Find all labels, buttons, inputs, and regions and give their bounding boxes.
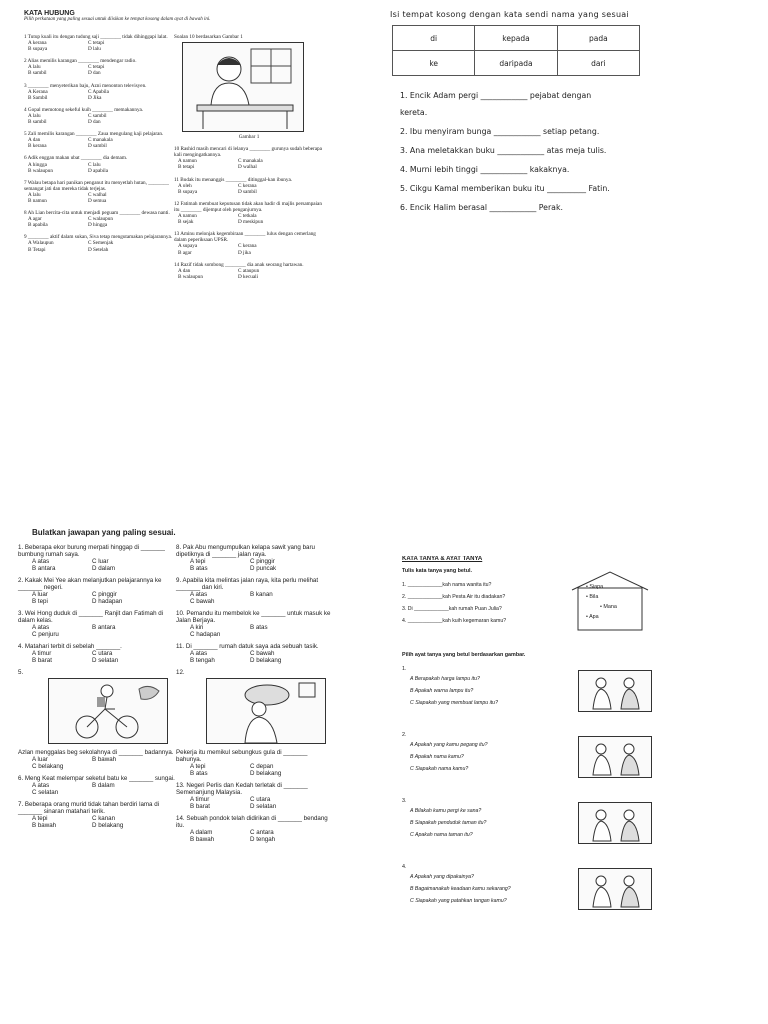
answer-option[interactable]: A lalu [28, 64, 41, 71]
kata-tanya-worksheet [402, 556, 652, 926]
answer-option[interactable]: B barat [32, 657, 52, 664]
answer-option[interactable]: D hadapan [92, 598, 123, 605]
answer-option[interactable]: D dalam [92, 565, 116, 572]
answer-option[interactable]: D apabila [88, 167, 109, 174]
question-text: 4 Gopal memotong sekeful kuih ________ memakannya. [24, 106, 144, 113]
word-cell: kepada [475, 26, 557, 51]
question-text: 10. Pemandu itu membelok ke _______ untuk masuk ke Jalan Berjaya. [176, 610, 331, 624]
question-number: 2. [402, 732, 407, 738]
picture-boy-cycling [48, 678, 168, 744]
question-item [18, 801, 176, 829]
answer-option[interactable]: B tetapi [178, 164, 195, 171]
answer-option[interactable]: A dan [178, 267, 191, 274]
question-text: 7 Walau betapa hari panikan penganut itu menyetlah hutan, ________ semangat jati dan mereka tidak terjejas. [24, 179, 169, 192]
answer-option[interactable]: B bawah [92, 756, 117, 763]
question-text: 9. Apabila kita melintas jalan raya, kita perlu melihat _______ dan kiri. [176, 577, 319, 591]
answer-option[interactable]: D walhal [238, 164, 257, 171]
answer-option[interactable]: C Siapakah yang patahkan tangan kamu? [410, 898, 507, 904]
answer-option[interactable]: A tepi [190, 763, 206, 770]
answer-option[interactable]: B kanan [250, 591, 273, 598]
answer-option[interactable]: C tetapi [88, 64, 105, 71]
sentence-line: 4. Murni lebih tinggi ____________ kakaknya. [400, 165, 570, 174]
word-cell: dari [557, 51, 639, 76]
answer-option[interactable]: A Berapakah harga lampu itu? [410, 676, 480, 682]
answer-option[interactable]: C pinggir [250, 558, 275, 565]
question-column-right [174, 34, 324, 286]
answer-option[interactable]: C ataupun [238, 267, 260, 274]
answer-option[interactable]: C penjuru [32, 631, 59, 638]
word-cell: daripada [475, 51, 557, 76]
answer-option[interactable]: C depan [250, 763, 274, 770]
answer-option[interactable]: B namun [28, 197, 47, 204]
answer-option[interactable]: B sambil [28, 70, 47, 77]
instruction: Isi tempat kosong dengan kata sendi nama yang sesuai [390, 10, 630, 19]
answer-option[interactable]: A dalam [190, 829, 213, 836]
answer-option[interactable]: D belakang [250, 770, 282, 777]
answer-option[interactable]: D belakang [92, 822, 124, 829]
question-item [24, 34, 174, 52]
question-text: 5 Zali memilis karangan ________ Zaua mengulang kaji pelajaran. [24, 131, 164, 138]
picture-worker-carrying-sack [206, 678, 326, 744]
picture-question [402, 732, 652, 796]
figure-boy-thinking [182, 42, 304, 132]
sentence-line: 3. Ana meletakkan buku ____________ atas meja tulis. [400, 146, 607, 155]
instruction: Tulis kata tanya yang betul. [402, 568, 472, 574]
question-item [24, 107, 174, 125]
answer-option[interactable]: C Siapakah nama kamu? [410, 766, 469, 772]
answer-option[interactable]: C Apabila [88, 88, 109, 95]
question-text: Azlan menggalas beg sekolahnya di _______ badannya. [18, 749, 174, 756]
answer-option[interactable]: B Tetapi [28, 246, 46, 253]
picture-question [402, 864, 652, 926]
answer-option[interactable]: A Bilakah kamu pergi ke sana? [410, 808, 482, 814]
question-text: 2. Kakak Mei Yee akan melanjutkan pelajarannya ke _______ negeri. [18, 577, 162, 591]
answer-option[interactable]: C tetapi [88, 40, 105, 47]
answer-option[interactable]: B bawah [190, 836, 215, 843]
question-text: 1. Beberapa ekor burung merpati hinggap di _______ bumbung rumah saya. [18, 544, 165, 558]
answer-option[interactable]: D tengah [250, 836, 276, 843]
question-text: 8 Ah Lian bercita-cita untuk menjadi peguam ________ dewasa nanti. [24, 210, 170, 217]
question-text: 14. Sebuah pondok telah didirikan di _______ bendang itu. [176, 815, 328, 829]
question-number: 3. [402, 798, 407, 804]
answer-option[interactable]: C bawah [250, 650, 275, 657]
answer-option[interactable]: D selatan [250, 803, 277, 810]
answer-option[interactable]: D kecuali [238, 273, 259, 280]
question-text: 11. Di _______ rumah datuk saya ada sebuah tasik. [176, 643, 319, 650]
question-text: 7. Beberapa orang murid tidak tahan berdiri lama di _______ sinaran matahari terik. [18, 801, 160, 815]
answer-option[interactable]: D Setelah [88, 246, 109, 253]
question-number: 1. [402, 666, 407, 672]
answer-option[interactable]: D semua [88, 197, 107, 204]
kata-sendi-nama-worksheet [14, 528, 354, 1018]
sentence-line: 1. Encik Adam pergi ____________ pejabat dengan [400, 91, 592, 100]
answer-option[interactable]: D dan [88, 70, 101, 77]
question-picture [578, 670, 652, 712]
answer-option[interactable]: B atas [190, 565, 208, 572]
answer-option[interactable]: B supaya [178, 188, 198, 195]
answer-option[interactable]: A luar [32, 591, 48, 598]
sentence-line: 2. Ibu menyiram bunga ____________ setiap petang. [400, 127, 600, 136]
answer-option[interactable]: A namun [178, 158, 197, 165]
question-item [174, 146, 324, 170]
fill-in-line: 1. ____________kah nama wanita itu? [402, 582, 492, 588]
answer-option[interactable]: B atas [250, 624, 268, 631]
question-text: 8. Pak Abu mengumpulkan kelapa sawit yang baru dipetiknya di _______ jalan raya. [176, 544, 315, 558]
answer-option[interactable]: A timur [190, 796, 210, 803]
question-column-left [18, 544, 176, 834]
answer-option[interactable]: C hadapan [190, 631, 221, 638]
house-word: • Bila [586, 594, 599, 600]
question-column-right [176, 544, 334, 848]
answer-option[interactable]: B supaya [28, 46, 48, 53]
question-text: 14 Razif tidak sombong ________ dia anak seorang hartawan. [174, 261, 304, 268]
word-cell: ke [393, 51, 475, 76]
question-text: Pekerja itu memikul sebungkus gula di _______ bahunya. [176, 749, 308, 763]
fill-in-line: 4. ____________kah kuih kegemaran kamu? [402, 618, 507, 624]
word-cell: pada [557, 26, 639, 51]
answer-option[interactable]: B bawah [32, 822, 57, 829]
answer-option[interactable]: A oleh [178, 182, 192, 189]
question-item [176, 669, 334, 744]
question-item [18, 775, 176, 796]
answer-option[interactable]: A tepi [190, 558, 206, 565]
question-text: 12. [176, 669, 185, 676]
answer-option[interactable]: A Kerana [28, 88, 48, 95]
question-number: 4. [402, 864, 407, 870]
question-item [24, 131, 174, 149]
worksheet-title: KATA HUBUNG [24, 10, 75, 17]
question-item [174, 201, 324, 225]
question-item [176, 577, 334, 605]
answer-option[interactable]: A kiri [190, 624, 204, 631]
answer-option[interactable]: B agar [178, 249, 192, 256]
question-item [176, 782, 334, 810]
answer-option[interactable]: A atas [32, 558, 50, 565]
fill-in-line: 2. ____________kah Pesta Air itu diadakan? [402, 594, 506, 600]
answer-option[interactable]: C selatan [32, 789, 59, 796]
instruction-2: Pilih ayat tanya yang betul berdasarkan gambar. [402, 652, 526, 658]
question-text: 5. [18, 669, 24, 676]
answer-option[interactable]: D puncak [250, 565, 277, 572]
house-word: • Apa [586, 614, 599, 620]
question-item [176, 815, 334, 843]
question-picture [578, 868, 652, 910]
answer-option[interactable]: C kerana [238, 182, 257, 189]
answer-option[interactable]: B barat [190, 803, 210, 810]
question-text: 3. Wei Hong duduk di _______ Ranjit dan Fatimah di dalam kelas. [18, 610, 164, 624]
answer-option[interactable]: B kerana [28, 143, 47, 150]
answer-option[interactable]: A luar [32, 756, 48, 763]
answer-option[interactable]: B Apakah warna lampu itu? [410, 688, 474, 694]
question-text: 10 Rashid masih mencari di lelanya ________ gurunya sudah beberapa kali mengingatkannya. [174, 146, 322, 159]
word-cell: di [393, 26, 475, 51]
sentence-line: 6. Encik Halim berasal ____________ Perak. [400, 203, 563, 212]
question-item [18, 610, 176, 638]
answer-option[interactable]: B apabila [28, 222, 48, 229]
worksheet-title: KATA TANYA & AYAT TANYA [402, 556, 483, 562]
fill-in-line: 3. Di ____________kah rumah Puan Julia? [402, 606, 502, 612]
answer-option[interactable]: C manakala [238, 158, 263, 165]
question-item [24, 234, 174, 252]
answer-option[interactable]: C lalu [88, 161, 101, 168]
answer-option[interactable]: A lalu [28, 191, 41, 198]
question-item [18, 577, 176, 605]
answer-option[interactable]: A atas [190, 591, 208, 598]
answer-option[interactable]: C Semenjak [88, 240, 114, 247]
answer-option[interactable]: B sejak [178, 219, 194, 226]
word-bank-table [392, 25, 640, 76]
question-text: 4. Matahari terbit di sebelah _______. [18, 643, 122, 650]
answer-option[interactable]: C kanan [92, 815, 116, 822]
picture-question [402, 798, 652, 862]
question-picture [578, 802, 652, 844]
question-text: 13. Negeri Perlis dan Kedah terletak di _______ Semenanjung Malaysia. [176, 782, 308, 796]
answer-option[interactable]: B Siapakah penduduk taman itu? [410, 820, 487, 826]
answer-option[interactable]: C kerana [238, 243, 257, 250]
question-item [24, 58, 174, 76]
answer-option[interactable]: C utara [92, 650, 113, 657]
question-item [176, 643, 334, 664]
answer-option[interactable]: D jika [238, 249, 251, 256]
answer-option[interactable]: C Siapakah yang membuat lampu itu? [410, 700, 498, 706]
answer-option[interactable]: B Bagaimanakah keadaan kamu sekarang? [410, 886, 511, 892]
question-text: 9 ________ aktif dalam sukan, Siva tetap mengutamakan pelajarannya. [24, 234, 173, 241]
answer-option[interactable]: C pinggir [92, 591, 117, 598]
house-word: • Mana [600, 604, 617, 610]
answer-option[interactable]: A Apakah yang dipakainya? [410, 874, 474, 880]
answer-option[interactable]: D hingga [88, 222, 108, 229]
answer-option[interactable]: D meskipun [238, 219, 264, 226]
answer-option[interactable]: A lalu [28, 112, 41, 119]
sentence-line: 5. Cikgu Kamal memberikan buku itu __________ Fatin. [400, 184, 610, 193]
answer-option[interactable]: A agar [28, 216, 42, 223]
question-column-left [24, 34, 174, 259]
answer-option[interactable]: A kerana [28, 40, 47, 47]
question-item [18, 643, 176, 664]
sentence-line: kereta. [400, 108, 428, 117]
question-item [24, 210, 174, 228]
figure-intro: Soalan 10 berdasarkan Gambar 1 [174, 34, 243, 40]
answer-option[interactable]: C antara [250, 829, 274, 836]
question-item [174, 262, 324, 280]
kata-hubung-worksheet [24, 10, 354, 400]
answer-option[interactable]: A hingga [28, 161, 47, 168]
answer-option[interactable]: C Apakah nama taman itu? [410, 832, 473, 838]
answer-option[interactable]: A atas [32, 782, 50, 789]
question-picture [578, 736, 652, 778]
answer-option[interactable]: D sambil [238, 188, 257, 195]
answer-option[interactable]: D dan [88, 119, 101, 126]
question-text: 6 Adik enggan makan ubat ________ dia demam. [24, 155, 128, 162]
answer-option[interactable]: D lalu [88, 46, 101, 53]
answer-option[interactable]: B Apakah nama kamu? [410, 754, 464, 760]
question-text: 12 Fatimah membuat keputusan tidak akan hadir di majlis persampaian itu ________ dijemput oleh penganjurnya. [174, 200, 322, 213]
question-item [174, 177, 324, 195]
answer-option[interactable]: D sambil [88, 143, 107, 150]
question-text: 2 Alias memilis karangan ________ mendengar radio. [24, 58, 137, 65]
answer-option[interactable]: A atas [32, 624, 50, 631]
answer-option[interactable]: C manakala [88, 137, 113, 144]
question-text: 1 Tutup kuali itu dengan tudung saji ________ tidak dihinggapi lalat. [24, 34, 168, 40]
answer-option[interactable]: A Apakah yang kamu pegang itu? [410, 742, 488, 748]
question-text: 13 Aminu melonjak kegembiraan ________ lulus dengan cemerlang dalam peperiksaan UPSR. [174, 231, 316, 244]
worksheet-title: Bulatkan jawapan yang paling sesuai. [32, 528, 176, 537]
answer-option[interactable]: C utara [250, 796, 271, 803]
answer-option[interactable]: C walhal [88, 191, 107, 198]
answer-option[interactable]: B dalam [92, 782, 115, 789]
answer-option[interactable]: B walaupun [178, 273, 203, 280]
picture-question [402, 666, 652, 730]
answer-option[interactable]: B tengah [190, 657, 215, 664]
question-item [18, 749, 176, 770]
question-text: 3 ________ menyeterikan baju, Azni menonton televisyen. [24, 82, 147, 89]
worksheet-instruction: Pilih perkataan yang paling sesuai untuk diisikan ke tempat kosong dalam ayat di bawah ini. [24, 17, 211, 22]
answer-option[interactable]: A supaya [178, 243, 198, 250]
answer-option[interactable]: A atas [190, 650, 208, 657]
question-item [174, 231, 324, 255]
question-item [176, 610, 334, 638]
answer-option[interactable]: B walaupun [28, 167, 53, 174]
question-item [176, 544, 334, 572]
answer-option[interactable]: C luar [92, 558, 109, 565]
figure-caption: Gambar 1 [238, 134, 260, 141]
answer-option[interactable]: B sambil [28, 119, 47, 126]
answer-option[interactable]: C tetkala [238, 213, 257, 220]
question-item [18, 669, 176, 744]
answer-option[interactable]: D selatan [92, 657, 119, 664]
answer-option[interactable]: B Sambil [28, 94, 48, 101]
answer-option[interactable]: D belakang [250, 657, 282, 664]
answer-option[interactable]: A timur [32, 650, 52, 657]
answer-option[interactable]: B antara [32, 565, 56, 572]
answer-option[interactable]: C walaupun [88, 216, 113, 223]
kata-sendi-worksheet [390, 10, 750, 280]
answer-option[interactable]: C bawah [190, 598, 215, 605]
question-text: 6. Meng Keat melempar seketul batu ke _______ sungai. [18, 775, 175, 782]
question-item [18, 544, 176, 572]
answer-option[interactable]: A dan [28, 137, 41, 144]
question-item [24, 155, 174, 173]
question-text: 11 Budak itu menanggis ________ ditinggal-kan ibunya. [174, 176, 293, 183]
answer-option[interactable]: C sambil [88, 112, 107, 119]
answer-option[interactable]: A tepi [32, 815, 48, 822]
question-item [176, 749, 334, 777]
answer-option[interactable]: B antara [92, 624, 116, 631]
answer-option[interactable]: A namun [178, 213, 197, 220]
answer-option[interactable]: C belakang [32, 763, 64, 770]
house-word: • Siapa [586, 584, 604, 590]
question-item [24, 83, 174, 101]
answer-option[interactable]: D Jika [88, 94, 102, 101]
fill-in-sentences [390, 90, 750, 213]
answer-option[interactable]: B tepi [32, 598, 48, 605]
question-item [24, 180, 174, 204]
answer-option[interactable]: A Walaupun [28, 240, 54, 247]
answer-option[interactable]: B atas [190, 770, 208, 777]
